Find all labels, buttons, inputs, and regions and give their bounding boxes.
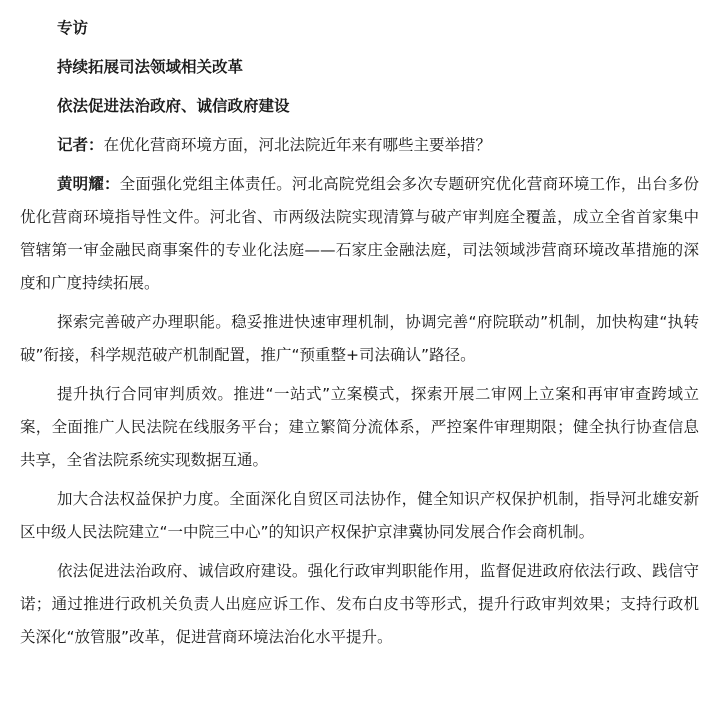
body-paragraph-rights: 加大合法权益保护力度。全面深化自贸区司法协作，健全知识产权保护机制，指导河北雄安新区中级人民法院建立“一中院三中心”的知识产权保护京津冀协同发展合作会商机制。 [20, 490, 699, 541]
body-paragraph-bankruptcy: 探索完善破产办理职能。稳妥推进快速审理机制，协调完善“府院联动”机制，加快构建“执转破”衔接，科学规范破产机制配置，推广“预重整+司法确认”路径。 [20, 313, 699, 364]
question-speaker: 记者： [57, 136, 104, 154]
body-paragraph-rule-of-law: 依法促进法治政府、诚信政府建设。强化行政审判职能作用，监督促进政府依法行政、践信守诺；通过推进行政机关负责人出庭应诉工作、发布白皮书等形式，提升行政审判效果；支持行政机关深化“放管服”改革，促进营商环境法治化水平提升。 [20, 562, 699, 646]
headline-secondary: 依法促进法治政府、诚信政府建设 [57, 97, 290, 115]
body-paragraph-contracts: 提升执行合同审判质效。推进“一站式”立案模式，探索开展二审网上立案和再审审查跨域立案，全面推广人民法院在线服务平台；建立繁简分流体系，严控案件审理期限；健全执行协查信息共享，全省法院系统实现数据互通。 [20, 385, 699, 469]
question-text: 在优化营商环境方面，河北法院近年来有哪些主要举措？ [103, 136, 492, 154]
question-paragraph [20, 129, 699, 162]
answer-speaker: 黄明耀： [57, 175, 120, 193]
answer-paragraph [20, 168, 699, 300]
headline-primary: 持续拓展司法领域相关改革 [57, 58, 244, 76]
column-label: 专访 [57, 19, 89, 37]
answer-text: 全面强化党组主体责任。河北高院党组会多次专题研究优化营商环境工作，出台多份优化营商环境指导性文件。河北省、市两级法院实现清算与破产审判庭全覆盖，成立全省首家集中管辖第一审金融民商事案件的专业化法庭——石家庄金融法庭，司法领域涉营商环境改革措施的深度和广度持续拓展。 [20, 175, 699, 292]
